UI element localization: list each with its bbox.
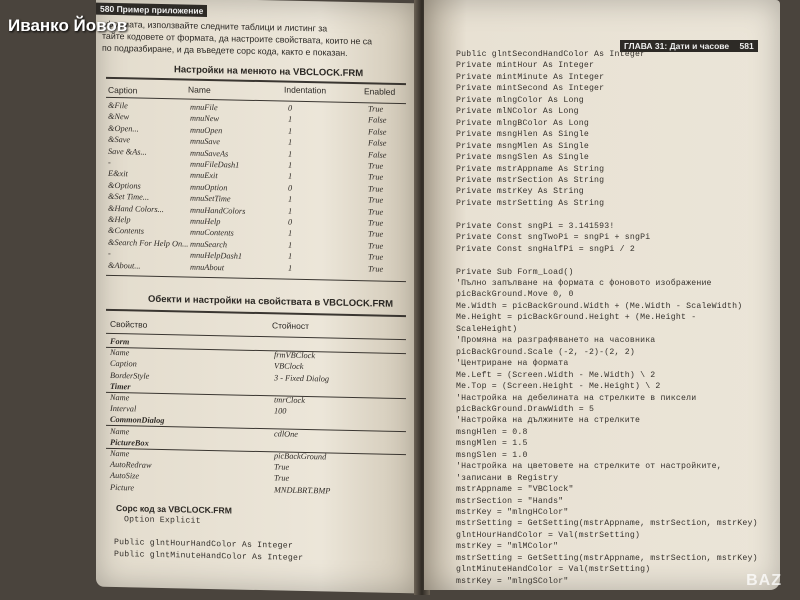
menu-cell-caption: &Set Time... <box>108 192 150 202</box>
table-rule <box>106 448 406 455</box>
props-cell-property: Name <box>110 448 130 459</box>
menu-header-enabled: Enabled <box>364 86 396 97</box>
table-rule <box>106 347 406 354</box>
menu-header-caption: Caption <box>108 84 138 96</box>
menu-cell-caption: &Help <box>108 214 131 225</box>
props-cell-value: MNDLBRT.BMP <box>274 484 331 496</box>
menu-cell-indentation: 0 <box>288 183 293 193</box>
code-line: 'Настройка на дължините на стрелките <box>456 416 641 426</box>
left-running-head-text: Пример приложение <box>116 4 204 16</box>
source-code-line: Public glntHourHandColor As Integer <box>114 538 293 551</box>
menu-cell-indentation: 1 <box>288 126 293 136</box>
code-line: mstrAppname = "VBClock" <box>456 485 574 495</box>
menu-header-name: Name <box>188 84 211 96</box>
menu-cell-name: mnuNew <box>190 113 220 124</box>
menu-cell-enabled: True <box>368 229 384 240</box>
menu-cell-name: mnuHelp <box>190 216 221 227</box>
site-logo: BAZ <box>746 572 782 589</box>
menu-cell-enabled: True <box>368 218 384 228</box>
code-line: Private mintSecond As Integer <box>456 84 605 94</box>
menu-cell-enabled: True <box>368 241 384 251</box>
menu-cell-caption: E&xit <box>108 169 128 179</box>
code-line: mstrSetting = GetSetting(mstrAppname, mstrSection, mstrKey) <box>456 519 758 529</box>
props-table-title: Обекти и настройки на свойствата в VBCLOCK.FRM <box>148 293 394 310</box>
menu-cell-caption: &Options <box>108 180 141 191</box>
props-cell-property: Name <box>110 426 130 436</box>
code-line: Private Sub Form_Load() <box>456 267 574 277</box>
code-line: mstrSetting = GetSetting(mstrAppname, mstrSection, mstrKey) <box>456 553 758 563</box>
menu-cell-indentation: 1 <box>288 137 293 147</box>
menu-cell-name: mnuOpen <box>190 125 223 136</box>
left-running-head <box>96 3 207 17</box>
photographer-watermark: Иванко Йовов <box>8 16 128 35</box>
code-line: Private Const sngHalfPi = sngPi / 2 <box>456 244 635 254</box>
code-line: Private mstrSection As String <box>456 175 605 185</box>
code-line: Me.Top = (Screen.Height - Me.Height) \ 2 <box>456 382 661 392</box>
code-line: msngSlen = 1.0 <box>456 450 528 460</box>
code-line: mstrSection = "Hands" <box>456 496 564 506</box>
props-cell-value: cdlOne <box>274 428 298 439</box>
menu-cell-enabled: True <box>368 161 384 171</box>
code-line: Private mstrSetting As String <box>456 198 605 208</box>
menu-header-indentation: Indentation <box>284 84 327 96</box>
code-line: mstrKey = "mlMColor" <box>456 542 559 552</box>
menu-cell-indentation: 1 <box>288 115 293 125</box>
intro-line: тайте кодовете от формата, да настроите свойствата, които не са <box>102 30 373 47</box>
code-line: Private mintHour As Integer <box>456 61 595 71</box>
code-line: Private msngHlen As Single <box>456 130 589 140</box>
table-rule <box>106 425 406 432</box>
props-cell-property: Picture <box>110 482 135 493</box>
menu-cell-indentation: 1 <box>288 160 293 170</box>
code-line: 'записани в Registry <box>456 473 559 483</box>
code-line: msngMlen = 1.5 <box>456 439 528 449</box>
props-cell-property: BorderStyle <box>110 370 150 381</box>
code-line: Public glntSecondHandColor As Integer <box>456 50 646 59</box>
code-line: msngHlen = 0.8 <box>456 427 528 437</box>
menu-cell-enabled: True <box>368 172 384 183</box>
code-line: glntHourHandColor = Val(mstrSetting) <box>456 530 641 540</box>
code-line: Me.Height = picBackGround.Height + (Me.Height - <box>456 313 697 323</box>
chapter-head: ГЛАВА 31: Дати и часове <box>624 41 730 51</box>
code-line: Private mintMinute As Integer <box>456 72 605 82</box>
table-rule <box>106 97 406 104</box>
menu-cell-name: mnuSave <box>190 136 220 147</box>
left-page-number: 580 <box>100 3 115 15</box>
menu-cell-name: mnuSearch <box>190 239 228 250</box>
menu-cell-enabled: True <box>368 195 384 205</box>
code-line: mstrKey = "mlngSColor" <box>456 576 569 586</box>
menu-cell-indentation: 1 <box>288 206 293 216</box>
menu-cell-caption: &Open... <box>108 123 139 134</box>
props-cell-value: frmVBClock <box>274 350 316 361</box>
code-line: Private Const sngTwoPi = sngPi + sngPi <box>456 233 651 243</box>
code-line: Private mlngColor As Long <box>456 95 584 105</box>
menu-cell-name: mnuContents <box>190 227 234 238</box>
menu-table-title: Настройки на менюто на VBCLOCK.FRM <box>174 64 364 80</box>
menu-cell-name: mnuFile <box>190 102 218 113</box>
code-line: Private mstrAppname As String <box>456 164 605 174</box>
menu-cell-name: mnuSaveAs <box>190 148 229 158</box>
menu-cell-caption: &Hand Colors... <box>108 203 164 214</box>
intro-line: формата, използвайте следните таблици и листинг за <box>106 18 328 34</box>
menu-cell-name: mnuHelpDash1 <box>190 250 243 261</box>
code-line: Private mlngBColor As Long <box>456 118 589 128</box>
props-group-label: CommonDialog <box>110 415 165 426</box>
props-header-value: Стойност <box>272 320 309 332</box>
props-cell-property: Name <box>110 392 130 403</box>
menu-cell-name: mnuOption <box>190 182 228 193</box>
menu-cell-enabled: False <box>368 127 387 137</box>
code-line: Private msngSlen As Single <box>456 153 589 163</box>
menu-cell-caption: &Contents <box>108 226 144 237</box>
code-line: glntMinuteHandColor = Val(mstrSetting) <box>456 565 651 575</box>
menu-cell-enabled: True <box>368 252 384 262</box>
menu-cell-indentation: 1 <box>288 251 293 261</box>
props-cell-property: Caption <box>110 359 137 369</box>
menu-cell-name: mnuHandColors <box>190 205 246 216</box>
menu-cell-indentation: 1 <box>288 240 293 250</box>
menu-cell-caption: &Save <box>108 135 131 145</box>
code-line: picBackGround.DrawWidth = 5 <box>456 404 595 414</box>
menu-cell-caption: Save &As... <box>108 146 147 157</box>
right-page <box>424 0 780 590</box>
code-line: Private Const sngPi = 3.141593! <box>456 221 615 231</box>
menu-cell-indentation: 0 <box>288 217 293 227</box>
left-page <box>96 0 418 593</box>
source-code-line: Option Explicit <box>124 515 201 526</box>
menu-cell-name: mnuAbout <box>190 262 225 272</box>
menu-cell-caption: &New <box>108 112 130 122</box>
menu-cell-name: mnuExit <box>190 170 218 181</box>
code-line: 'Настройка на цветовете на стрелките от настройките, <box>456 462 722 472</box>
table-rule <box>106 333 406 340</box>
code-line: mstrKey = "mlngHColor" <box>456 508 569 517</box>
menu-cell-enabled: False <box>368 115 387 126</box>
code-line: 'Центриране на формата <box>456 359 569 369</box>
menu-cell-indentation: 1 <box>288 149 293 159</box>
props-cell-value: 3 - Fixed Dialog <box>274 372 330 384</box>
menu-cell-indentation: 1 <box>288 194 293 204</box>
code-line: Private mlNColor As Long <box>456 107 579 117</box>
code-line: 'Настройка на дебелината на стрелките в пиксели <box>456 393 697 403</box>
props-cell-property: AutoRedraw <box>110 460 152 470</box>
code-line: picBackGround.Move 0, 0 <box>456 290 574 300</box>
code-line: Private msngMlen As Single <box>456 141 589 151</box>
menu-cell-indentation: 1 <box>288 172 293 182</box>
menu-cell-enabled: False <box>368 149 387 160</box>
props-cell-value: True <box>274 462 290 472</box>
props-cell-value: 100 <box>274 406 287 416</box>
menu-cell-caption: &About... <box>108 260 141 271</box>
menu-cell-caption: &File <box>108 100 128 111</box>
props-group-label: PictureBox <box>110 437 149 448</box>
menu-cell-enabled: True <box>368 206 384 217</box>
props-cell-value: VBClock <box>274 361 304 372</box>
props-cell-property: AutoSize <box>110 471 140 481</box>
props-group-label: Form <box>110 336 130 347</box>
code-line: Private mstrKey As String <box>456 187 584 197</box>
menu-cell-enabled: True <box>368 184 384 194</box>
source-title: Сорс код за VBCLOCK.FRM <box>116 503 232 516</box>
menu-cell-indentation: 0 <box>288 103 293 113</box>
props-cell-property: Name <box>110 348 130 358</box>
props-cell-value: picBackGround <box>274 451 327 462</box>
menu-cell-enabled: True <box>368 263 384 274</box>
code-line: Me.Left = (Screen.Width - Me.Width) \ 2 <box>456 370 656 380</box>
props-group-label: Timer <box>110 381 131 392</box>
code-line: 'Промяна на разграфяването на часовника <box>456 336 656 346</box>
props-cell-value: tmrClock <box>274 395 305 406</box>
code-line: Me.Width = picBackGround.Width + (Me.Width - ScaleWidth) <box>456 301 743 311</box>
props-header-property: Свойство <box>110 318 148 330</box>
props-cell-value: True <box>274 473 290 484</box>
menu-cell-indentation: 1 <box>288 229 293 239</box>
right-page-number: 581 <box>739 41 754 51</box>
source-code-line: Public glntMinuteHandColor As Integer <box>114 549 304 563</box>
menu-cell-name: mnuSetTime <box>190 193 231 204</box>
code-line: ScaleHeight) <box>456 324 518 334</box>
menu-cell-name: mnuFileDash1 <box>190 159 240 170</box>
table-rule <box>106 275 406 282</box>
menu-cell-enabled: True <box>368 104 384 114</box>
code-line: picBackGround.Scale (-2, -2)-(2, 2) <box>456 347 635 357</box>
code-line: 'Пълно запълване на формата с фоновото изображение <box>456 279 712 288</box>
menu-cell-caption: &Search For Help On... <box>108 237 189 249</box>
intro-line: по подразбиране, и да въведете сорс кода, както е показан. <box>102 42 348 58</box>
props-cell-property: Interval <box>110 404 137 414</box>
menu-cell-caption: - <box>108 157 111 167</box>
table-rule <box>106 309 406 317</box>
menu-cell-indentation: 1 <box>288 263 293 273</box>
table-rule <box>106 392 406 399</box>
menu-cell-caption: - <box>108 249 111 259</box>
menu-cell-enabled: False <box>368 138 387 148</box>
